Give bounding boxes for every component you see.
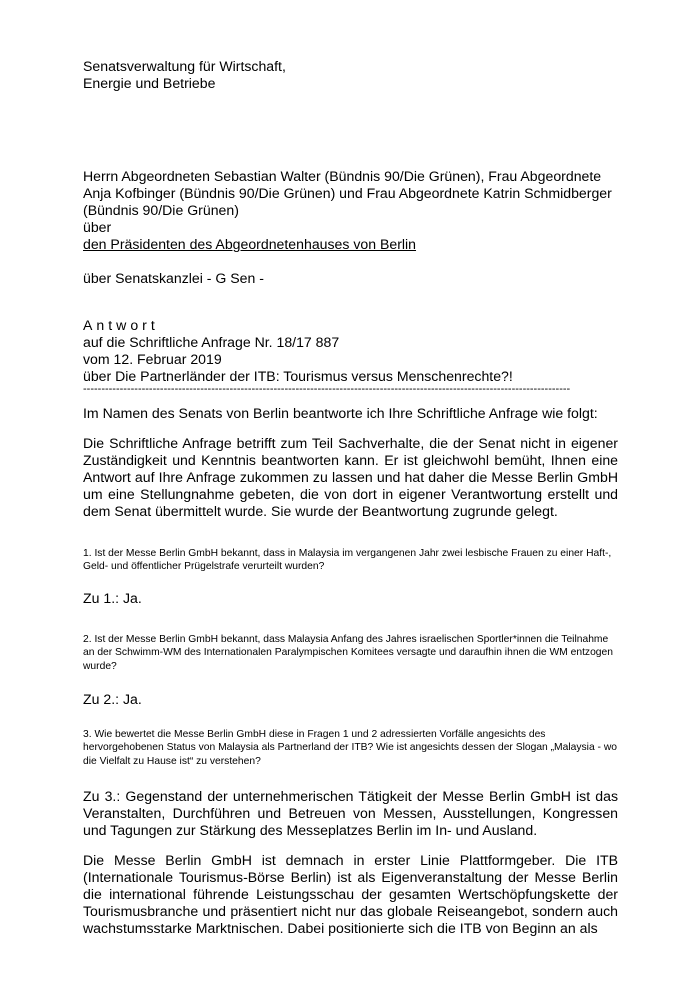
preamble-paragraph: Die Schriftliche Anfrage betrifft zum Teil Sachverhalte, die der Senat nicht in eigener Zuständigkeit und Kenntnis beantworten kann. Er ist gleichwohl bemüht, Ihnen eine Antwort auf Ihre Anfrage zukommen zu lassen und hat daher die Messe Berlin GmbH um eine Stellungnahme gebeten, die von dort in eigener Verantwortung erstellt und dem Senat übermittelt wurde. Sie wurde der Beantwortung zugrunde gelegt. bbox=[83, 435, 618, 519]
answer-3: Zu 3.: Gegenstand der unternehmerischen Tätigkeit der Messe Berlin GmbH ist das Veranstalten, Durchführen und Betreuen von Messen, Ausstellungen, Kongressen und Tagungen zur Stärkung des Messeplatzes Berlin im In- und Ausland. bbox=[83, 788, 618, 838]
sender-block bbox=[83, 58, 618, 92]
divider-line: ------------------------------------------------------------------------------------------------------------------------------------- bbox=[83, 383, 571, 395]
question-2: 2. Ist der Messe Berlin GmbH bekannt, dass Malaysia Anfang des Jahres israelischen Sportler*innen die Teilnahme an der Schwimm-WM des Internationalen Paralympischen Komitees versagte und daraufhin ihnen die WM entzogen wurde? bbox=[83, 634, 613, 672]
question-1: 1. Ist der Messe Berlin GmbH bekannt, dass in Malaysia im vergangenen Jahr zwei lesbische Frauen zu einer Haft-, Geld- und öffentlicher Prügelstrafe verurteilt wurden? bbox=[83, 548, 612, 573]
via-text: über bbox=[83, 219, 112, 235]
recipients-block bbox=[83, 168, 618, 253]
reference-line: auf die Schriftliche Anfrage Nr. 18/17 887 bbox=[83, 334, 340, 350]
chancellery-line: über Senatskanzlei - G Sen - bbox=[83, 270, 264, 286]
answer-1: Zu 1.: Ja. bbox=[83, 590, 142, 606]
question-3: 3. Wie bewertet die Messe Berlin GmbH diese in Fragen 1 und 2 adressierten Vorfälle angesichts des hervorgehobenen Status von Malaysia als Partnerland der ITB? Wie ist angesichts dessen der Slogan „Malaysia - wo die Vielfalt zu Hause ist“ zu verstehen? bbox=[83, 729, 618, 767]
answer-title: Antwort bbox=[83, 317, 159, 333]
date-line: vom 12. Februar 2019 bbox=[83, 351, 222, 367]
answer-2: Zu 2.: Ja. bbox=[83, 691, 142, 707]
president-line: den Präsidenten des Abgeordnetenhauses von Berlin bbox=[83, 236, 417, 252]
answer-header bbox=[83, 317, 618, 385]
sender-line: Energie und Betriebe bbox=[83, 75, 216, 91]
intro-paragraph: Im Namen des Senats von Berlin beantworte ich Ihre Schriftliche Anfrage wie folgt: bbox=[83, 405, 598, 421]
recipients-line: Herrn Abgeordneten Sebastian Walter (Bündnis 90/Die Grünen), Frau Abgeordnete bbox=[83, 168, 602, 184]
recipients-line: (Bündnis 90/Die Grünen) bbox=[83, 202, 239, 218]
subject-line: über Die Partnerländer der ITB: Tourismus versus Menschenrechte?! bbox=[83, 368, 513, 384]
closing-paragraph: Die Messe Berlin GmbH ist demnach in erster Linie Plattformgeber. Die ITB (Internationale Tourismus-Börse Berlin) ist als Eigenveranstaltung der Messe Berlin die international führende Leistungsschau der gesamten Wertschöpfungskette der Tourismusbranche und präsentiert nicht nur das globale Reiseangebot, sondern auch wachstumsstarke Marktnischen. Dabei positionierte sich die ITB von Beginn an als bbox=[83, 852, 618, 936]
recipients-line: Anja Kofbinger (Bündnis 90/Die Grünen) und Frau Abgeordnete Katrin Schmidberger bbox=[83, 185, 612, 201]
sender-line: Senatsverwaltung für Wirtschaft, bbox=[83, 58, 286, 74]
